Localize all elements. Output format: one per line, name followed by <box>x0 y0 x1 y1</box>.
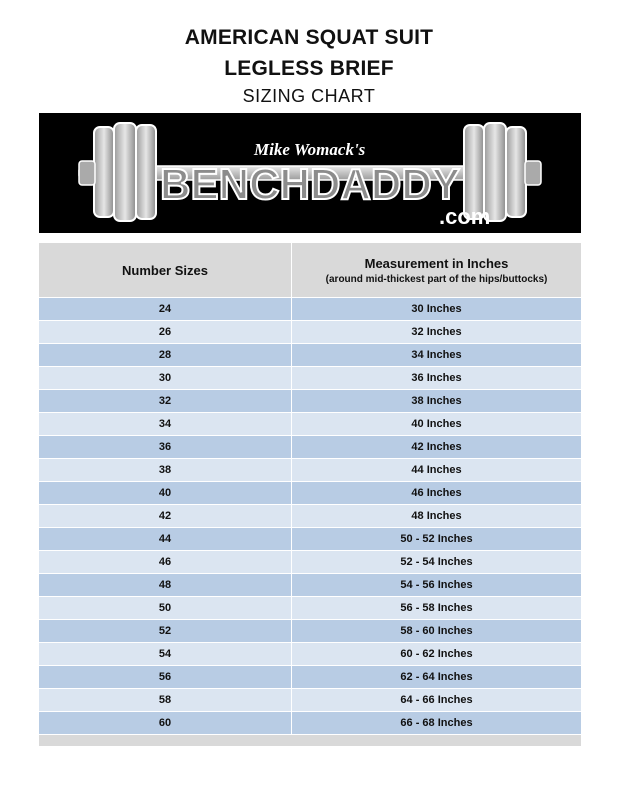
logo-tagline: Mike Womack's <box>254 140 366 159</box>
left-weight-plates-icon <box>79 123 156 221</box>
size-cell: 28 <box>39 344 292 366</box>
size-cell: 44 <box>39 528 292 550</box>
table-row <box>39 436 581 459</box>
column-header-measurement <box>292 243 581 297</box>
table-footer <box>39 735 581 746</box>
table-row <box>39 620 581 643</box>
size-cell: 38 <box>39 459 292 481</box>
size-cell: 42 <box>39 505 292 527</box>
table-row <box>39 689 581 712</box>
size-cell: 40 <box>39 482 292 504</box>
logo-wordmark: BENCHDADDY <box>160 160 460 209</box>
logo-domain: .com <box>439 204 491 229</box>
table-row <box>39 666 581 689</box>
measurement-cell: 32 Inches <box>411 326 462 338</box>
size-cell: 60 <box>39 712 292 734</box>
table-row <box>39 528 581 551</box>
column-header-measurement-note: (around mid-thickest part of the hips/buttocks) <box>325 273 548 285</box>
logo-banner <box>39 113 581 233</box>
page-header <box>0 22 618 108</box>
size-cell: 46 <box>39 551 292 573</box>
size-cell: 56 <box>39 666 292 688</box>
table-row <box>39 574 581 597</box>
measurement-cell: 34 Inches <box>411 349 462 361</box>
table-row <box>39 367 581 390</box>
table-row <box>39 344 581 367</box>
page-title: AMERICAN SQUAT SUIT <box>184 26 434 49</box>
table-row <box>39 482 581 505</box>
column-header-measurement-title: Measurement in Inches <box>364 255 509 271</box>
size-cell: 50 <box>39 597 292 619</box>
size-cell: 34 <box>39 413 292 435</box>
bench-daddy-logo <box>39 113 581 233</box>
size-cell: 30 <box>39 367 292 389</box>
size-cell: 32 <box>39 390 292 412</box>
measurement-cell: 62 - 64 Inches <box>400 671 473 683</box>
size-cell: 52 <box>39 620 292 642</box>
measurement-cell: 46 Inches <box>411 487 462 499</box>
size-cell: 36 <box>39 436 292 458</box>
column-header-size: Number Sizes <box>39 243 292 297</box>
measurement-cell: 50 - 52 Inches <box>400 533 473 545</box>
table-body <box>39 298 581 735</box>
size-cell: 54 <box>39 643 292 665</box>
measurement-cell: 30 Inches <box>411 303 462 315</box>
table-row <box>39 551 581 574</box>
table-row <box>39 390 581 413</box>
measurement-cell: 36 Inches <box>411 372 462 384</box>
measurement-cell: 58 - 60 Inches <box>400 625 473 637</box>
page-subtitle: SIZING CHART <box>242 86 376 106</box>
measurement-cell: 48 Inches <box>411 510 462 522</box>
table-row <box>39 413 581 436</box>
table-row <box>39 643 581 666</box>
measurement-cell: 64 - 66 Inches <box>400 694 473 706</box>
size-cell: 48 <box>39 574 292 596</box>
measurement-cell: 42 Inches <box>411 441 462 453</box>
size-cell: 58 <box>39 689 292 711</box>
measurement-cell: 60 - 62 Inches <box>400 648 473 660</box>
size-cell: 24 <box>39 298 292 320</box>
table-row <box>39 459 581 482</box>
table-row <box>39 321 581 344</box>
table-row <box>39 597 581 620</box>
measurement-cell: 52 - 54 Inches <box>400 556 473 568</box>
measurement-cell: 44 Inches <box>411 464 462 476</box>
measurement-cell: 66 - 68 Inches <box>400 717 473 729</box>
table-row <box>39 505 581 528</box>
sizing-table <box>39 243 581 746</box>
table-row <box>39 712 581 735</box>
measurement-cell: 54 - 56 Inches <box>400 579 473 591</box>
page-title-line2: LEGLESS BRIEF <box>224 57 394 80</box>
measurement-cell: 38 Inches <box>411 395 462 407</box>
table-header <box>39 243 581 298</box>
size-cell: 26 <box>39 321 292 343</box>
measurement-cell: 56 - 58 Inches <box>400 602 473 614</box>
measurement-cell: 40 Inches <box>411 418 462 430</box>
table-row <box>39 298 581 321</box>
